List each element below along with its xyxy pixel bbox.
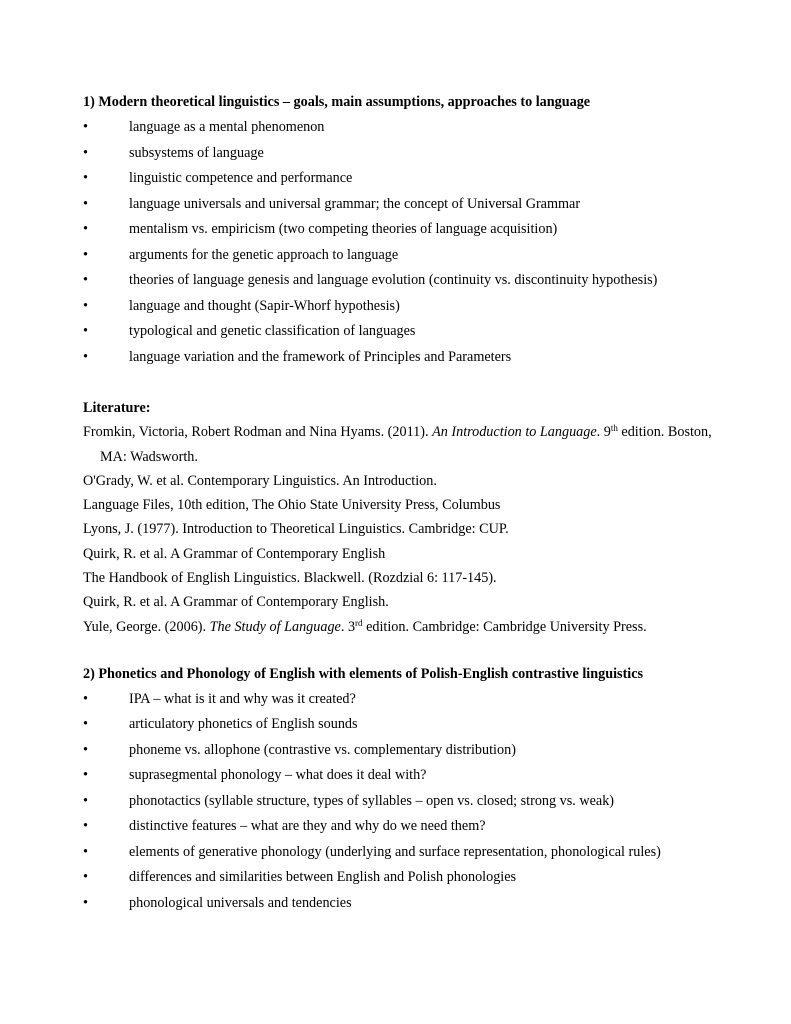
bullet-icon: •	[83, 170, 88, 186]
list-item: • phonotactics (syllable structure, types of syllables – open vs. closed; strong vs. weak)	[83, 789, 723, 815]
literature-entry: The Handbook of English Linguistics. Blackwell. (Rozdzial 6: 117-145).	[83, 570, 497, 587]
bullet-icon: •	[83, 818, 88, 835]
bullet-icon: •	[83, 690, 88, 707]
section-2-list	[83, 687, 723, 917]
list-item: • articulatory phonetics of English sounds	[83, 712, 723, 738]
section-2-heading: 2) Phonetics and Phonology of English with elements of Polish-English contrastive linguistics	[83, 665, 644, 682]
list-item: • phoneme vs. allophone (contrastive vs. complementary distribution)	[83, 738, 723, 764]
list-item: • suprasegmental phonology – what does it deal with?	[83, 763, 723, 789]
literature-entry: Quirk, R. et al. A Grammar of Contemporary English.	[83, 594, 389, 611]
list-item: • distinctive features – what are they and why do we need them?	[83, 814, 723, 840]
list-item: • arguments for the genetic approach to language	[83, 243, 723, 269]
bullet-icon: •	[83, 767, 88, 784]
bullet-icon: •	[83, 246, 88, 263]
list-item: • typological and genetic classification of languages	[83, 319, 723, 345]
bullet-icon: •	[83, 843, 88, 860]
bullet-icon: •	[83, 792, 88, 809]
list-item: • theories of language genesis and language evolution (continuity vs. discontinuity hypothesis)	[83, 268, 723, 294]
section-1-heading: 1) Modern theoretical linguistics – goals, main assumptions, approaches to language	[83, 94, 591, 110]
list-item: • subsystems of language	[83, 141, 723, 167]
bullet-icon: •	[83, 272, 88, 288]
bullet-icon: •	[83, 741, 88, 758]
literature-entry-fromkin: Fromkin, Victoria, Robert Rodman and Nina Hyams. (2011). An Introduction to Language. 9th edition. Boston, MA: Wadsworth.	[83, 423, 712, 465]
section-2	[83, 664, 723, 917]
literature-entry: Language Files, 10th edition, The Ohio State University Press, Columbus	[83, 497, 501, 514]
document-page	[83, 92, 723, 916]
bullet-icon: •	[83, 348, 88, 365]
literature-section	[83, 396, 723, 639]
literature-entry: Quirk, R. et al. A Grammar of Contemporary English	[83, 545, 386, 562]
literature-heading: Literature:	[83, 400, 151, 416]
list-item: • language universals and universal grammar; the concept of Universal Grammar	[83, 192, 723, 218]
list-item: • language and thought (Sapir-Whorf hypothesis)	[83, 294, 723, 320]
literature-entry: O'Grady, W. et al. Contemporary Linguistics. An Introduction.	[83, 472, 437, 489]
bullet-icon: •	[83, 323, 88, 339]
list-item: • language variation and the framework of Principles and Parameters	[83, 345, 723, 371]
literature-entry: Lyons, J. (1977). Introduction to Theoretical Linguistics. Cambridge: CUP.	[83, 521, 509, 538]
list-item: • language as a mental phenomenon	[83, 115, 723, 141]
bullet-icon: •	[83, 297, 88, 314]
bullet-icon: •	[83, 144, 88, 161]
bullet-icon: •	[83, 716, 88, 733]
section-1	[83, 92, 723, 370]
section-1-list	[83, 115, 723, 370]
list-item: • mentalism vs. empiricism (two competing theories of language acquisition)	[83, 217, 723, 243]
bullet-icon: •	[83, 195, 88, 212]
bullet-icon: •	[83, 119, 88, 135]
list-item: • differences and similarities between English and Polish phonologies	[83, 865, 723, 891]
book-title: An Introduction to Language	[432, 424, 597, 441]
list-item: • IPA – what is it and why was it created?	[83, 687, 723, 713]
list-item: • phonological universals and tendencies	[83, 891, 723, 917]
literature-entry-yule: Yule, George. (2006). The Study of Language. 3rd edition. Cambridge: Cambridge University Press.	[83, 617, 647, 635]
list-item: • linguistic competence and performance	[83, 166, 723, 192]
list-item: • elements of generative phonology (underlying and surface representation, phonological rules)	[83, 840, 723, 866]
book-title: The Study of Language	[209, 618, 341, 635]
bullet-icon: •	[83, 869, 88, 886]
bullet-icon: •	[83, 894, 88, 911]
bullet-icon: •	[83, 221, 88, 237]
